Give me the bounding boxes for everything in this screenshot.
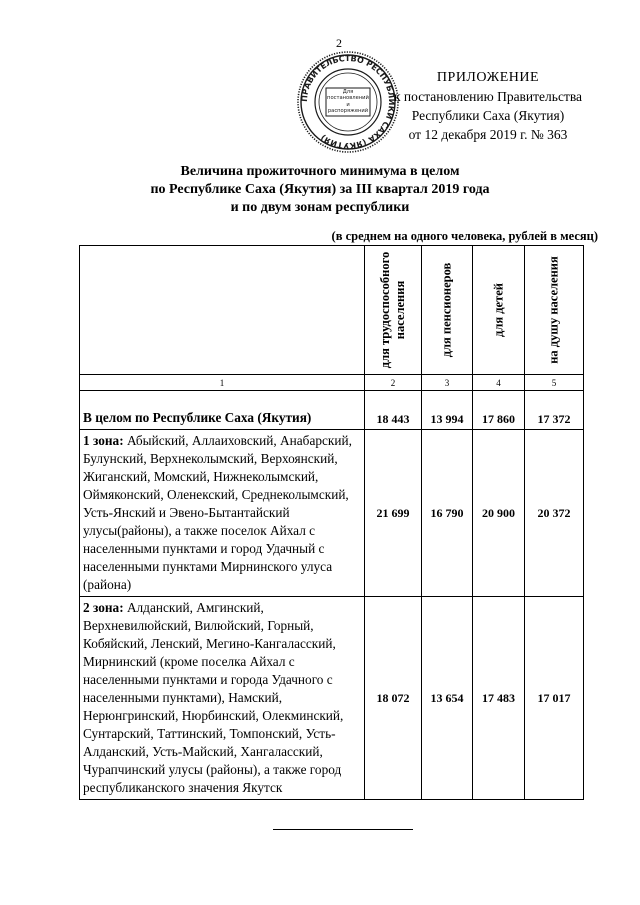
document-title [110,163,530,217]
column-number: 2 [365,375,422,391]
seal-center-text: Для постановлений и распоряжений [327,89,369,114]
header-cell-children: для детей [473,246,525,375]
appendix-heading: ПРИЛОЖЕНИЕ [436,70,540,85]
title-line-1: Величина прожиточного минимума в целом [180,164,460,179]
value-per-capita: 20 372 [525,430,584,597]
value-children: 17 483 [473,597,525,800]
header-cell-pensioners: для пенсионеров [422,246,473,375]
appendix-line-1: к постановлению Правительства [393,89,583,104]
column-number-row [80,375,584,391]
value-working: 18 072 [365,597,422,800]
table-row-total [80,391,584,430]
value-children: 17 860 [473,391,525,430]
column-number: 5 [525,375,584,391]
value-working: 21 699 [365,430,422,597]
header-cell-working: для трудоспособного населения [365,246,422,375]
zone-label: 2 зона: [83,600,124,615]
appendix-line-2: Республики Саха (Якутия) [411,108,565,123]
value-pensioners: 13 654 [422,597,473,800]
header-cell-empty [80,246,365,375]
value-pensioners: 16 790 [422,430,473,597]
table-row-zone-1 [80,430,584,597]
region-cell [80,430,365,597]
value-working: 18 443 [365,391,422,430]
zone-districts: Алданский, Амгинский, Верхневилюйский, Вилюйский, Горный, Кобяйский, Ленский, Мегино-Кангаласский, Мирнинский (кроме поселка Айхал с населенными пунктами и города Удачного с населенными пунктами), Намский, Нерюнгринский, Нюрбинский, Олекминский, Сунтарский, Таттинский, Томпонский, Усть-Алданский, Усть-Майский, Хангаласский, Чурапчинский улусы (районы), а также город республиканского значения Якутск [83,600,344,795]
zone-label: 1 зона: [83,433,124,448]
title-line-3: и по двум зонам республики [230,200,410,215]
zone-districts: Абыйский, Аллаиховский, Анабарский, Булунский, Верхнеколымский, Верхоянский, Жиганский, Момский, Нижнеколымский, Оймяконский, Оленекский, Среднеколымский, Усть-Янский и Эвено-Бытантайский улусы(районы), а также поселок Айхал с населенными пунктами и город Удачный с населенными пунктами Мирнинского улуса (района) [83,433,352,592]
title-line-2: по Республике Саха (Якутия) за III квартал 2019 года [150,182,490,197]
value-pensioners: 13 994 [422,391,473,430]
appendix-line-3: от 12 декабря 2019 г. № 363 [408,127,568,142]
header-cell-per-capita: на душу населения [525,246,584,375]
column-number: 3 [422,375,473,391]
appendix-block [368,68,608,144]
header-row [80,246,584,375]
value-per-capita: 17 017 [525,597,584,800]
page-number: 2 [336,36,342,50]
seal-outer-text: ПРАВИТЕЛЬСТВО РЕСПУБЛИКИ САХА (ЯКУТИЯ) [299,53,397,151]
region-cell: В целом по Республике Саха (Якутия) [80,391,365,430]
table-row-zone-2 [80,597,584,800]
unit-note: (в среднем на одного человека, рублей в месяц) [331,229,598,243]
region-cell [80,597,365,800]
value-children: 20 900 [473,430,525,597]
column-number: 1 [80,375,365,391]
column-number: 4 [473,375,525,391]
subsistence-minimum-table [79,245,584,800]
value-per-capita: 17 372 [525,391,584,430]
footer-divider [273,829,413,830]
